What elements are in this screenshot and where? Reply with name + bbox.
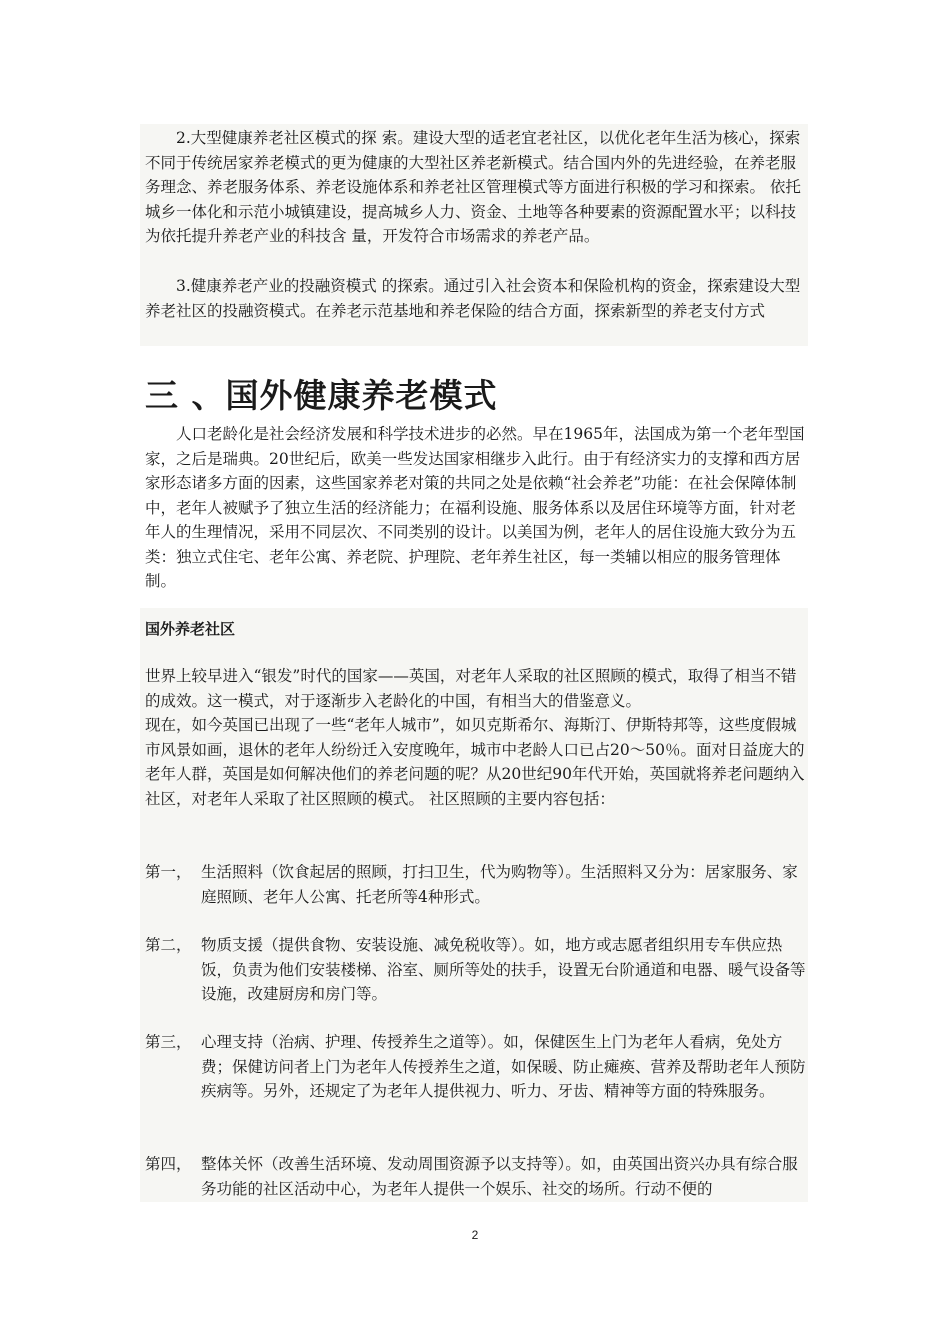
paragraph-intro: 人口老龄化是社会经济发展和科学技术进步的必然。早在1965年，法国成为第一个老年型国家，之后是瑞典。20世纪后，欧美一些发达国家相继步入此行。由于有经济实力的支撑和西方居家形态诸多方面的因素，这些国家养老对策的共同之处是依赖“社会养老”功能：在社会保障体制中，老年人被赋予了独立生活的经济能力；在福利设施、服务体系以及居住环境等方面，针对老年人的生理情况，采用不同层次、不同类别的设计。以美国为例，老年人的居住设施大致分为五类：独立式住宅、老年公寓、养老院、护理院、老年养生社区，每一类辅以相应的服务管理体制。 (145, 425, 805, 590)
list-item-label: 第二， (145, 936, 192, 954)
subheading-foreign-communities: 国外养老社区 (145, 620, 236, 638)
list-item-text: 生活照料（饮食起居的照顾，打扫卫生，代为购物等）。生活照料又分为：居家服务、家庭照顾、老年人公寓、托老所等4种形式。 (201, 863, 798, 906)
list-item-text: 心理支持（治病、护理、传授养生之道等）。如，保健医生上门为老年人看病，免处方费；保健访问者上门为老年人传授养生之道，如保暖、防止瘫痪、营养及帮助老年人预防疾病等。另外，还规定了为老年人提供视力、听力、牙齿、精神等方面的特殊服务。 (201, 1033, 806, 1100)
list-item-label: 第四， (145, 1155, 192, 1173)
paragraph-large-community-model: 2.大型健康养老社区模式的探 索。建设大型的适老宜老社区，以优化老年生活为核心，探索不同于传统居家养老模式的更为健康的大型社区养老新模式。结合国内外的先进经验，在养老服务理念、养老服务体系、养老设施体系和养老社区管理模式等方面进行积极的学习和探索。 依托城乡一体化和示范小城镇建设，提高城乡人力、资金、土地等各种要素的资源配置水平；以科技为依托提升养老产业的科技含 量，开发符合市场需求的养老产品。 (145, 129, 801, 245)
list-item (145, 933, 807, 1007)
list-item-text: 物质支援（提供食物、安装设施、减免税收等）。如，地方或志愿者组织用专车供应热饭，负责为他们安装楼梯、浴室、厕所等处的扶手，设置无台阶通道和电器、暖气设备等设施，改建厨房和房门等。 (201, 936, 806, 1003)
list-item-label: 第一， (145, 863, 192, 881)
list-item (145, 860, 807, 909)
paragraph-uk-1: 世界上较早进入“银发”时代的国家——英国，对老年人采取的社区照顾的模式，取得了相当不错的成效。这一模式，对于逐渐步入老龄化的中国，有相当大的借鉴意义。 (145, 667, 797, 710)
section-heading: 三 、国外健康养老模式 (145, 376, 498, 415)
paragraph-uk-2: 现在，如今英国已出现了一些“老年人城市”，如贝克斯希尔、海斯汀、伊斯特邦等，这些度假城市风景如画，退休的老年人纷纷迁入安度晚年，城市中老龄人口已占20～50％。面对日益庞大的老年人群，英国是如何解决他们的养老问题的呢？从20世纪90年代开始，英国就将养老问题纳入社区，对老年人采取了社区照顾的模式。 社区照顾的主要内容包括： (145, 716, 805, 808)
page-number: 2 (471, 1228, 479, 1242)
list-item (145, 1030, 807, 1104)
list-item (145, 1152, 807, 1201)
list-item-label: 第三， (145, 1033, 192, 1051)
paragraph-investment-model: 3.健康养老产业的投融资模式 的探索。通过引入社会资本和保险机构的资金，探索建设大型养老社区的投融资模式。在养老示范基地和养老保险的结合方面，探索新型的养老支付方式 (145, 277, 801, 320)
list-item-text: 整体关怀（改善生活环境、发动周围资源予以支持等）。如，由英国出资兴办具有综合服务功能的社区活动中心，为老年人提供一个娱乐、社交的场所。行动不便的 (201, 1155, 798, 1198)
